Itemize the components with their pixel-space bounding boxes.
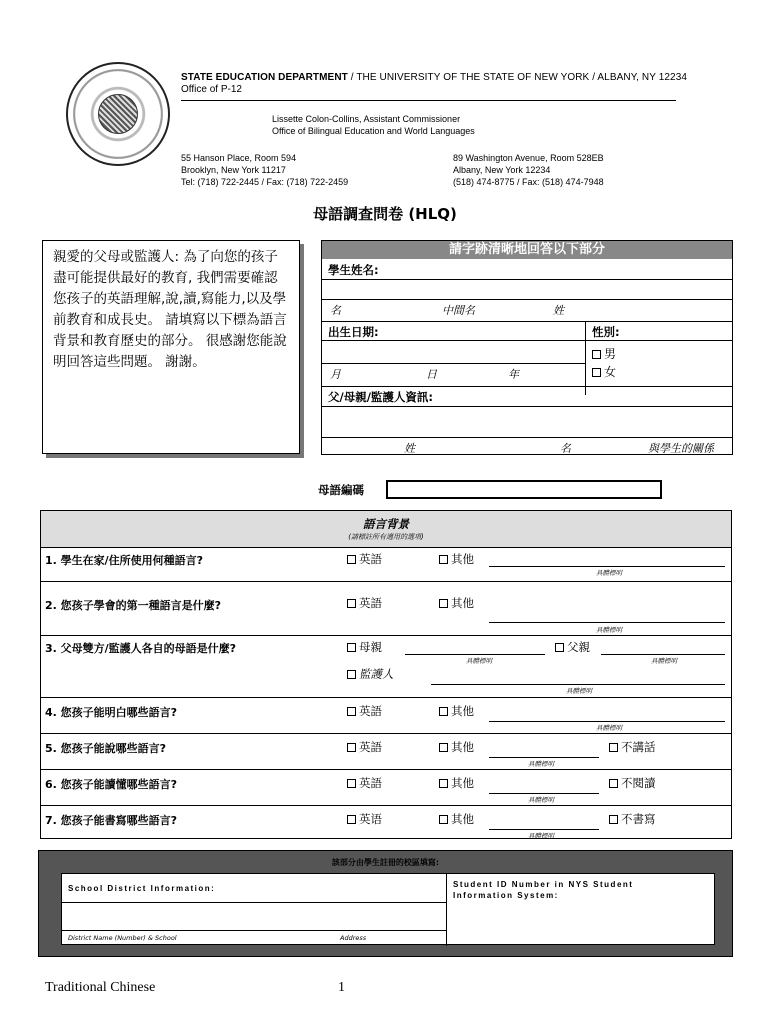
address-line: 89 Washington Avenue, Room 528EB	[453, 153, 604, 163]
language-background-header	[41, 511, 731, 547]
question-row-6	[41, 769, 731, 805]
option-label: 其他	[451, 812, 474, 826]
address-line: Tel: (718) 722-2445 / Fax: (718) 722-2459	[181, 177, 349, 187]
page-title: 母語調查問卷 (HLQ)	[313, 205, 457, 223]
checkbox[interactable]	[439, 743, 448, 752]
checkbox[interactable]	[439, 779, 448, 788]
question-row-7	[41, 805, 731, 840]
school-district-panel	[61, 873, 715, 945]
checkbox[interactable]	[439, 707, 448, 716]
dob-field[interactable]	[322, 340, 732, 360]
address-line: (518) 474-8775 / Fax: (518) 474-7948	[453, 177, 604, 187]
checkbox[interactable]	[347, 555, 356, 564]
address-caption: Address	[340, 934, 367, 942]
option-label: 男	[604, 347, 617, 361]
specify-line[interactable]	[431, 684, 725, 685]
address-line: 55 Hanson Place, Room 594	[181, 153, 297, 163]
question-label: 2. 您孩子學會的第一種語言是什麼?	[45, 599, 222, 612]
checkbox[interactable]	[609, 815, 618, 824]
footer-page-number: 1	[338, 980, 345, 995]
info-header: 請字跡清晰地回答以下部分	[322, 241, 732, 259]
question-row-1	[41, 547, 731, 581]
nys-seal-logo	[66, 62, 170, 166]
specify-line[interactable]	[489, 566, 725, 567]
gender-female-option[interactable]	[592, 363, 616, 380]
specify-line[interactable]	[489, 622, 725, 623]
option-other[interactable]	[439, 775, 474, 791]
option-label: 其他	[451, 552, 474, 566]
checkbox[interactable]	[592, 350, 601, 359]
checkbox[interactable]	[347, 707, 356, 716]
option-label: 其他	[451, 740, 474, 754]
option-label: 英语	[359, 812, 382, 826]
relationship-caption: 與學生的關係	[648, 442, 714, 455]
student-name-label: 學生姓名:	[328, 263, 379, 277]
option-label: 母親	[359, 640, 382, 654]
option-label: 女	[604, 365, 617, 379]
dob-label: 出生日期:	[328, 325, 379, 339]
question-label: 4. 您孩子能明白哪些語言?	[45, 706, 178, 719]
specify-line[interactable]	[489, 829, 599, 830]
option-guardian[interactable]	[347, 666, 394, 682]
language-background-table	[40, 510, 732, 839]
specify-caption: 具體標明	[596, 569, 622, 577]
section-subtitle: (請標註所有適用的選項)	[348, 533, 424, 541]
option-does-not-read[interactable]	[609, 775, 656, 791]
option-other[interactable]	[439, 551, 474, 567]
option-label: 不書寫	[621, 812, 656, 826]
checkbox[interactable]	[439, 815, 448, 824]
parent-info-field[interactable]	[322, 406, 732, 436]
student-name-field[interactable]	[322, 279, 732, 299]
specify-caption: 具體標明	[528, 760, 554, 768]
parent-letter: 親愛的父母或監護人: 為了向您的孩子盡可能提供最好的教育, 我們需要確認您孩子的英語理解,說,讀,寫能力,以及學前教育和成長史。 請填寫以下標為語言背景和教育歷史的部分。 很感謝您能說明回答這些問題。 謝謝。	[42, 240, 300, 454]
address-line: Albany, New York 12234	[453, 165, 551, 175]
specify-line[interactable]	[489, 757, 599, 758]
specify-caption: 具體標明	[466, 657, 492, 665]
checkbox[interactable]	[439, 555, 448, 564]
question-label: 3. 父母雙方/監護人各自的母語是什麼?	[45, 642, 237, 655]
option-label: 英語	[359, 704, 382, 718]
checkbox[interactable]	[555, 643, 564, 652]
checkbox[interactable]	[439, 599, 448, 608]
specify-line[interactable]	[489, 721, 725, 722]
month-caption: 月	[330, 368, 341, 381]
specify-caption: 具體標明	[566, 687, 592, 695]
last-name-caption: 姓	[553, 304, 564, 317]
department-address: / THE UNIVERSITY OF THE STATE OF NEW YORK / ALBANY, NY 12234	[347, 72, 688, 83]
option-label: 英語	[359, 740, 382, 754]
parent-first-name-caption: 名	[560, 442, 571, 455]
language-code-label: 母語編碼	[318, 483, 364, 497]
language-code-input[interactable]	[386, 480, 662, 499]
department-header	[181, 72, 687, 83]
checkbox[interactable]	[592, 368, 601, 377]
school-district-section	[38, 850, 733, 957]
footer-language: Traditional Chinese	[45, 980, 156, 995]
year-caption: 年	[508, 368, 519, 381]
option-mother[interactable]	[347, 639, 382, 655]
question-label: 7. 您孩子能書寫哪些語言?	[45, 814, 178, 827]
option-english[interactable]	[347, 811, 382, 827]
district-info-label: School District Information:	[68, 884, 216, 893]
option-label: 其他	[451, 596, 474, 610]
question-row-4	[41, 697, 731, 733]
option-label: 英語	[359, 552, 382, 566]
header-divider	[181, 100, 676, 101]
specify-line[interactable]	[489, 793, 599, 794]
district-info-input[interactable]	[62, 902, 446, 930]
option-label: 父親	[567, 640, 590, 654]
department-name: STATE EDUCATION DEPARTMENT	[181, 72, 348, 83]
checkbox[interactable]	[347, 670, 356, 679]
question-label: 5. 您孩子能說哪些語言?	[45, 742, 167, 755]
section-title: 語言背景	[363, 517, 409, 531]
checkbox[interactable]	[347, 643, 356, 652]
option-english[interactable]	[347, 595, 382, 611]
option-label: 英語	[359, 596, 382, 610]
option-other[interactable]	[439, 595, 474, 611]
first-name-caption: 名	[330, 304, 341, 317]
checkbox[interactable]	[609, 779, 618, 788]
option-other[interactable]	[439, 703, 474, 719]
checkbox[interactable]	[347, 779, 356, 788]
option-label: 不講話	[621, 740, 656, 754]
student-id-input[interactable]	[448, 904, 714, 944]
student-info-box	[321, 240, 733, 455]
option-label: 其他	[451, 776, 474, 790]
specify-caption: 具體標明	[596, 626, 622, 634]
option-label: 其他	[451, 704, 474, 718]
office-name: Office of P-12	[181, 84, 242, 95]
student-id-label: Student ID Number in NYS Student Information System:	[453, 880, 634, 900]
specify-caption: 具體標明	[651, 657, 677, 665]
gender-male-option[interactable]	[592, 345, 616, 362]
question-row-2	[41, 581, 731, 635]
specify-caption: 具體標明	[528, 796, 554, 804]
checkbox[interactable]	[609, 743, 618, 752]
parent-last-name-caption: 姓	[404, 442, 415, 455]
specify-line[interactable]	[405, 654, 545, 655]
question-label: 6. 您孩子能讀懂哪些語言?	[45, 778, 178, 791]
option-english[interactable]	[347, 775, 382, 791]
option-label: 監護人	[359, 667, 394, 681]
office-bilingual: Office of Bilingual Education and World Languages	[272, 126, 475, 136]
checkbox[interactable]	[347, 815, 356, 824]
address-line: Brooklyn, New York 11217	[181, 165, 286, 175]
school-section-caption: 該部分由學生註冊的校區填寫:	[331, 858, 440, 867]
question-label: 1. 學生在家/住所使用何種語言?	[45, 554, 204, 567]
address-albany	[453, 152, 604, 188]
option-does-not-speak[interactable]	[609, 739, 656, 755]
district-name-caption: District Name (Number) & School	[68, 934, 177, 942]
option-english[interactable]	[347, 739, 382, 755]
question-row-3	[41, 635, 731, 697]
specify-caption: 具體標明	[596, 724, 622, 732]
option-label: 英語	[359, 776, 382, 790]
middle-name-caption: 中間名	[442, 304, 475, 317]
address-brooklyn	[181, 152, 348, 188]
specify-caption: 具體標明	[528, 832, 554, 840]
specify-line[interactable]	[601, 654, 725, 655]
option-english[interactable]	[347, 703, 382, 719]
option-father[interactable]	[555, 639, 590, 655]
option-other[interactable]	[439, 811, 474, 827]
checkbox[interactable]	[347, 743, 356, 752]
option-english[interactable]	[347, 551, 382, 567]
question-row-5	[41, 733, 731, 769]
checkbox[interactable]	[347, 599, 356, 608]
option-other[interactable]	[439, 739, 474, 755]
parent-info-label: 父/母親/監護人資訊:	[328, 390, 433, 404]
gender-label: 性別:	[592, 325, 620, 339]
commissioner-name: Lissette Colon-Collins, Assistant Commissioner	[272, 114, 461, 124]
day-caption: 日	[426, 368, 437, 381]
option-does-not-write[interactable]	[609, 811, 656, 827]
option-label: 不閱讀	[621, 776, 656, 790]
